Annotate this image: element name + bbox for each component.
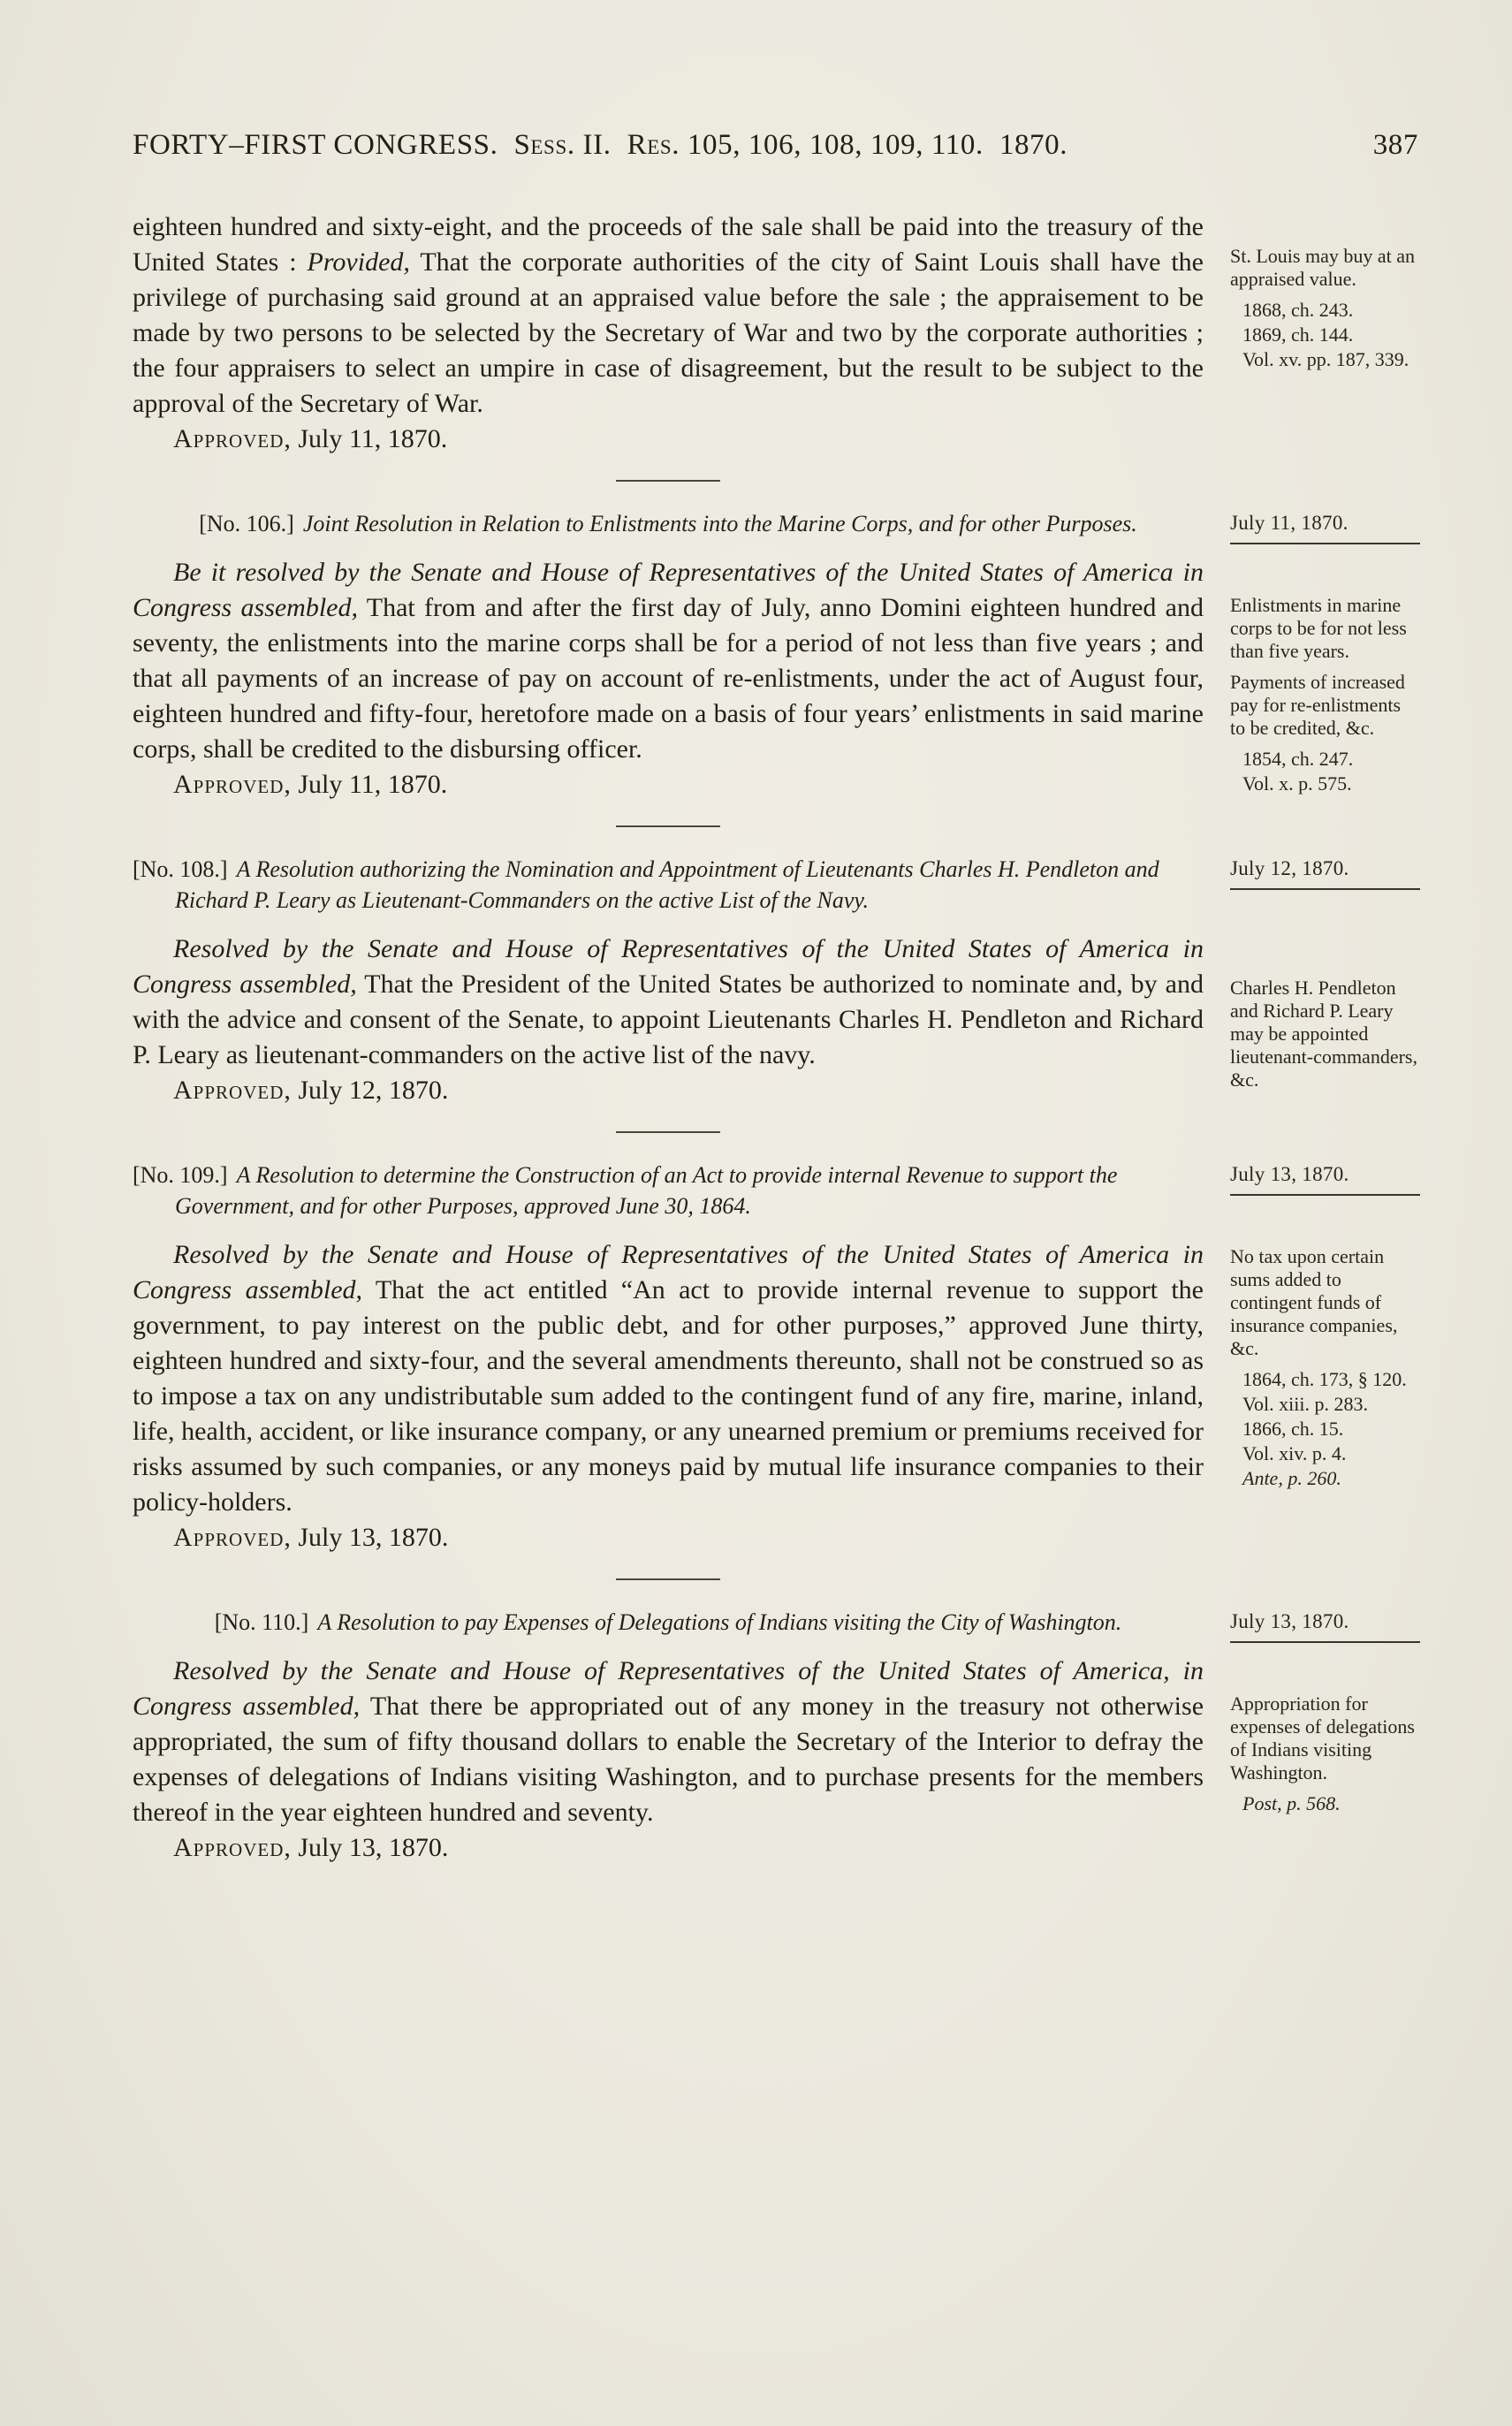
margin-note: Appropriation for expenses of delegations of Indians visiting Washington.: [1230, 1692, 1415, 1783]
section-divider: [616, 1578, 720, 1580]
margin-note: Enlistments in marine corps to be for not less than five years.: [1230, 594, 1407, 662]
section-body: [133, 209, 1204, 422]
approved-date: July 12, 1870.: [298, 1076, 449, 1105]
margin-column: [1230, 508, 1420, 854]
approved-line: [133, 1073, 1204, 1108]
margin-citation: 1864, ch. 173, § 120.: [1242, 1368, 1407, 1390]
margin-note: Payments of increased pay for re-enlistments to be credited, &c.: [1230, 671, 1405, 739]
section-title: A Resolution to pay Expenses of Delegations of Indians visiting the City of Washington.: [317, 1609, 1122, 1635]
enacting-clause: Resolved by the Senate and House of Representatives of the United States of America, in Congress assembled,: [133, 1656, 1204, 1721]
statute-section-109: [133, 1160, 1420, 1607]
section-divider: [616, 825, 720, 827]
body-text: That the corporate authorities of the city of Saint Louis shall have the privilege of purchasing said ground at an appraised value before the sale ; the appraisement to be made by two persons to be selected by the Secretary of War and two by the corporate authorities ; the four appraisers to select an umpire in case of disagreement, but the result to be subject to the approval of the Secretary of War.: [133, 247, 1204, 418]
margin-note: No tax upon certain sums added to contingent funds of insurance companies, &c.: [1230, 1245, 1398, 1359]
margin-note: Charles H. Pendleton and Richard P. Leary may be appointed lieutenant-commanders, &c.: [1230, 977, 1417, 1091]
proviso-word: Provided,: [307, 247, 410, 277]
margin-date: July 11, 1870.: [1230, 512, 1420, 544]
resolution-numbers: Res. 105, 106, 108, 109, 110.: [627, 129, 984, 161]
body-text: That there be appropriated out of any money in the treasury not otherwise appropriated, the sum of fifty thousand dollars to enable the Secretary of the Interior to defray the expenses of delegations of Indians visiting Washington, and to purchase presents for the members thereof in the year eighteen hundred and seventy.: [133, 1692, 1204, 1827]
margin-column: [1230, 1160, 1420, 1607]
section-title: A Resolution authorizing the Nomination and Appointment of Lieutenants Charles H. Pendleton and Richard P. Leary as Lieutenant-Commanders on the active List of the Navy.: [175, 856, 1159, 913]
section-body: [133, 1237, 1204, 1520]
approved-line: [133, 767, 1204, 802]
approved-word: Approved,: [173, 1076, 292, 1105]
approved-line: [133, 1520, 1204, 1555]
session-label: Sess. II.: [513, 129, 612, 161]
section-number: [No. 108.]: [133, 856, 228, 882]
margin-column: [1230, 209, 1420, 508]
margin-date: July 13, 1870.: [1230, 1610, 1420, 1643]
margin-column: [1230, 1607, 1420, 1866]
approved-line: [133, 1830, 1204, 1866]
approved-date: July 13, 1870.: [298, 1523, 449, 1552]
approved-date: July 11, 1870.: [298, 770, 448, 799]
margin-citation: Ante, p. 260.: [1242, 1467, 1341, 1489]
section-main-column: [133, 1160, 1204, 1607]
page-number: 387: [1372, 129, 1418, 161]
approved-word: Approved,: [173, 1833, 292, 1862]
approved-date: July 13, 1870.: [298, 1833, 449, 1862]
section-number: [No. 109.]: [133, 1162, 228, 1188]
margin-citation: Vol. xiii. p. 283.: [1242, 1393, 1369, 1415]
margin-citation: 1854, ch. 247.: [1242, 748, 1354, 770]
section-main-column: [133, 209, 1204, 508]
enacting-clause: Resolved by the Senate and House of Representatives of the United States of America in Congress assembled,: [133, 934, 1204, 999]
margin-column: [1230, 854, 1420, 1160]
margin-date: July 13, 1870.: [1230, 1163, 1420, 1196]
margin-citation: Post, p. 568.: [1242, 1792, 1341, 1814]
margin-notes: [1230, 1245, 1420, 1490]
margin-citation: 1866, ch. 15.: [1242, 1418, 1344, 1440]
statute-section-108: [133, 854, 1420, 1160]
margin-notes: [1230, 594, 1420, 795]
approved-word: Approved,: [173, 770, 292, 799]
section-main-column: [133, 1607, 1204, 1866]
body-text: That from and after the first day of July, anno Domini eighteen hundred and seventy, the enlistments into the marine corps shall be for a period of not less than five years ; and that all payments of an increase of pay on account of re-enlistments, under the act of August four, eighteen hundred and fifty-four, heretofore made on a basis of four years’ enlistments in said marine corps, shall be credited to the disbursing officer.: [133, 593, 1204, 764]
enacting-clause: Be it resolved by the Senate and House of Representatives of the United States of America in Congress assembled,: [133, 558, 1204, 622]
body-text: That the President of the United States be authorized to nominate and, by and with the advice and consent of the Senate, to appoint Lieutenants Charles H. Pendleton and Richard P. Leary as lieutenant-commanders on the active list of the navy.: [133, 970, 1204, 1069]
approved-word: Approved,: [173, 1523, 292, 1552]
section-body: [133, 555, 1204, 767]
statute-section-106: [133, 508, 1420, 854]
section-body: [133, 1654, 1204, 1830]
running-head: [133, 129, 1420, 162]
section-divider: [616, 480, 720, 482]
section-divider: [616, 1131, 720, 1133]
section-heading: [133, 1607, 1204, 1638]
approved-line: [133, 422, 1204, 457]
section-number: [No. 110.]: [214, 1609, 309, 1635]
section-title: A Resolution to determine the Construction of an Act to provide internal Revenue to support the Government, and for other Purposes, approved June 30, 1864.: [175, 1162, 1118, 1219]
section-main-column: [133, 508, 1204, 854]
statute-section-105-continuation: [133, 209, 1420, 508]
approved-word: Approved,: [173, 424, 292, 453]
margin-citation: Vol. xv. pp. 187, 339.: [1242, 348, 1409, 370]
margin-citation: 1868, ch. 243.: [1242, 299, 1354, 321]
running-head-title: [133, 129, 1083, 162]
congress-label: FORTY–FIRST CONGRESS.: [133, 129, 498, 161]
statute-section-110: [133, 1607, 1420, 1866]
margin-notes: [1230, 1692, 1420, 1815]
section-title: Joint Resolution in Relation to Enlistments into the Marine Corps, and for other Purposes.: [302, 511, 1137, 536]
section-heading: [133, 854, 1204, 916]
body-text: That the act entitled “An act to provide internal revenue to support the government, to pay interest on the public debt, and for other purposes,” approved June thirty, eighteen hundred and sixty-four, and the several amendments thereunto, shall not be construed so as to impose a tax on any undistributable sum added to the contingent fund of any fire, marine, inland, life, health, accident, or like insurance company, or any unearned premium or premiums received for risks assumed by such companies, or any moneys paid by mutual life insurance companies to their policy-holders.: [133, 1275, 1204, 1517]
section-number: [No. 106.]: [199, 511, 294, 536]
margin-citation: 1869, ch. 144.: [1242, 323, 1354, 346]
approved-date: July 11, 1870.: [298, 424, 448, 453]
margin-note: St. Louis may buy at an appraised value.: [1230, 245, 1415, 290]
body-text: eighteen hundred and sixty-eight, and the proceeds of the sale shall be paid into the treasury of the United States :: [133, 212, 1204, 277]
section-heading: [133, 1160, 1204, 1221]
year-label: 1870.: [999, 129, 1068, 161]
margin-date: July 12, 1870.: [1230, 857, 1420, 890]
margin-citation: Vol. xiv. p. 4.: [1242, 1442, 1347, 1464]
margin-notes: [1230, 245, 1420, 371]
margin-citation: Vol. x. p. 575.: [1242, 772, 1352, 795]
section-heading: [133, 508, 1204, 539]
margin-notes: [1230, 977, 1420, 1091]
section-main-column: [133, 854, 1204, 1160]
enacting-clause: Resolved by the Senate and House of Representatives of the United States of America in Congress assembled,: [133, 1240, 1204, 1304]
section-body: [133, 932, 1204, 1073]
